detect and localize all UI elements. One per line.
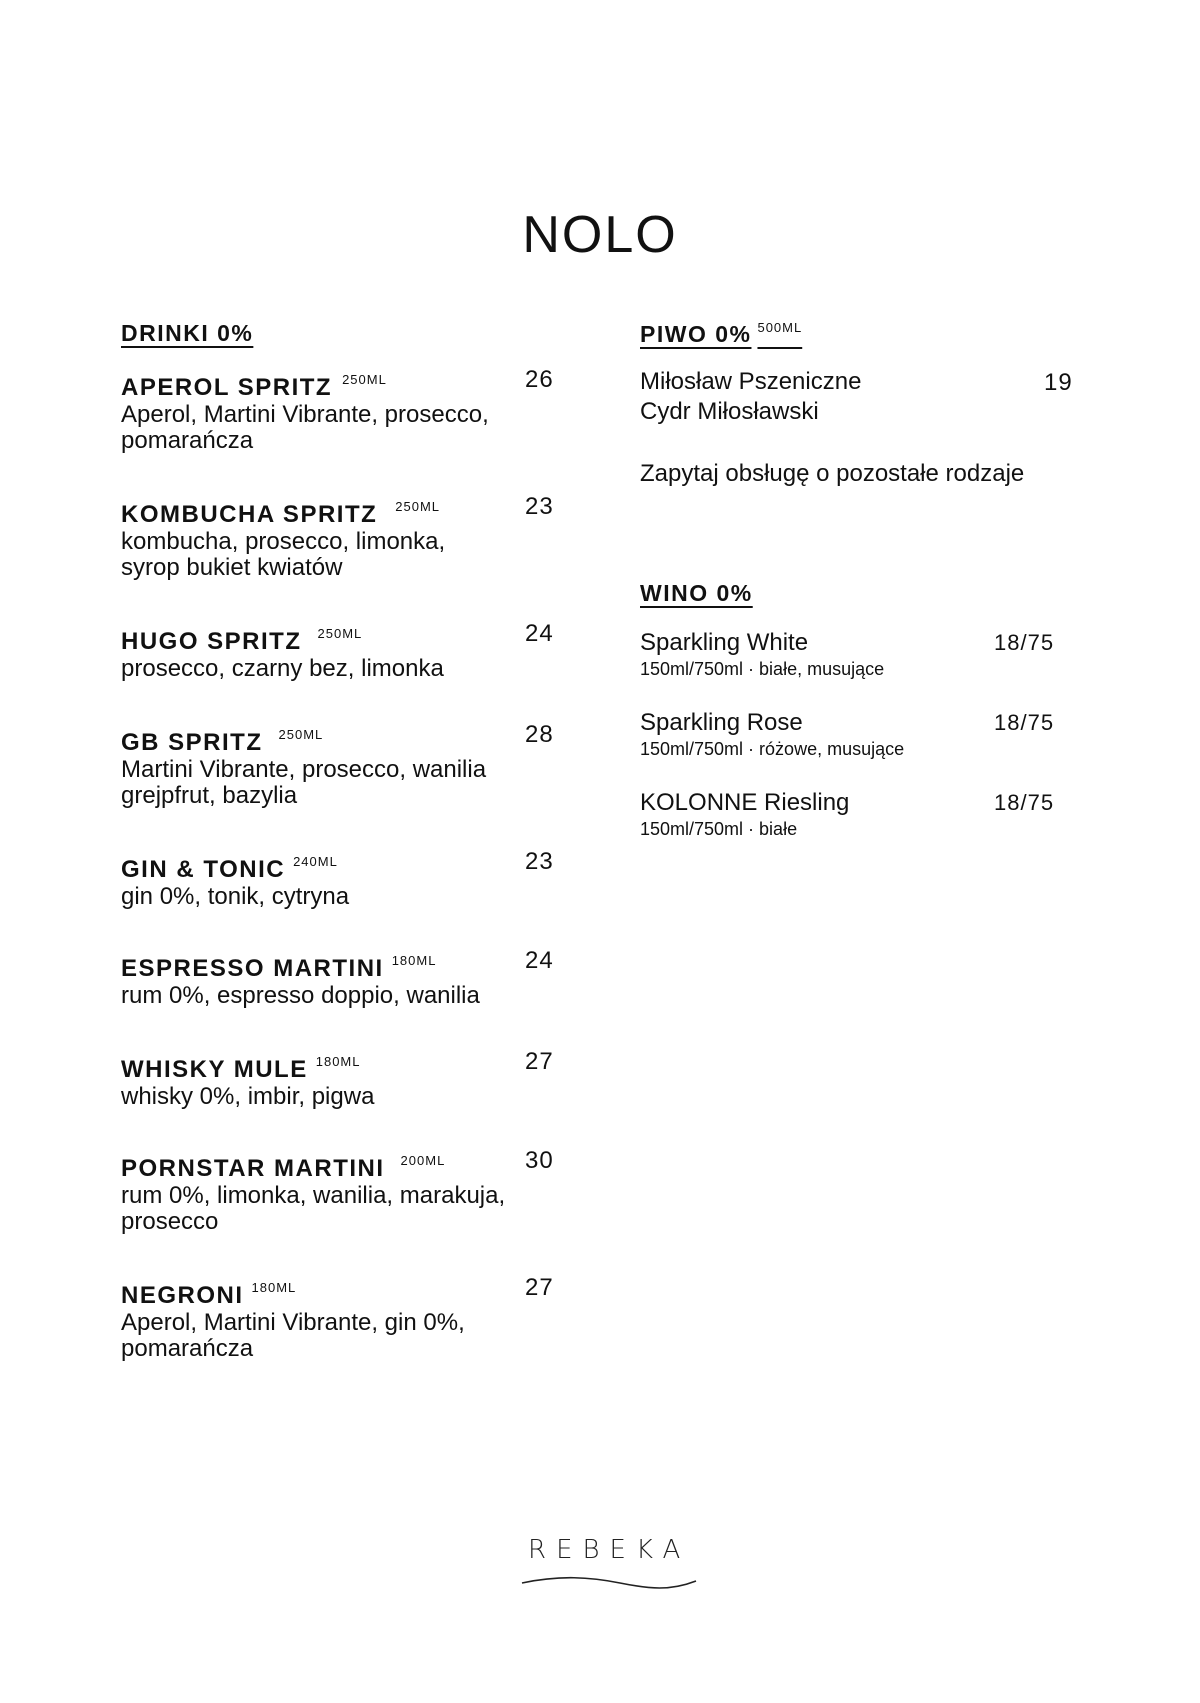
drink-description: whisky 0%, imbir, pigwa	[121, 1083, 375, 1110]
drink-volume: 240ML	[293, 854, 338, 869]
drink-item	[121, 1147, 561, 1235]
wine-item	[640, 788, 1060, 840]
logo-wave-icon	[520, 1535, 700, 1605]
drink-description: Aperol, Martini Vibrante, gin 0%, pomarańcza	[121, 1309, 465, 1362]
drink-price: 26	[525, 366, 554, 393]
wine-name: Sparkling White	[640, 629, 809, 656]
wine-item	[640, 708, 1060, 760]
rebeka-logo	[520, 1535, 700, 1605]
drink-volume: 250ML	[395, 499, 441, 514]
drink-description: prosecco, czarny bez, limonka	[121, 655, 444, 682]
drink-price: 23	[525, 493, 554, 520]
drink-volume: 250ML	[342, 372, 387, 387]
drink-price: 27	[525, 1048, 554, 1075]
wine-name: KOLONNE Riesling	[640, 789, 850, 816]
beer-note: Zapytaj obsługę o pozostałe rodzaje	[640, 460, 1025, 487]
beer-heading: PIWO 0% $^{500ML}$	[640, 320, 803, 347]
drink-description: rum 0%, limonka, wanilia, marakuja, prosecco	[121, 1182, 506, 1235]
drink-item	[121, 947, 561, 1009]
drink-price: 23	[525, 848, 554, 875]
wine-name: Sparkling Rose	[640, 709, 803, 736]
drink-item	[121, 1274, 561, 1362]
drink-item	[121, 493, 561, 581]
drink-name: GB SPRITZ	[121, 729, 263, 756]
drink-price: 27	[525, 1274, 554, 1301]
drink-description: rum 0%, espresso doppio, wanilia	[121, 982, 480, 1009]
drink-name: WHISKY MULE	[121, 1056, 308, 1083]
drink-description: kombucha, prosecco, limonka, syrop bukiet kwiatów	[121, 528, 446, 581]
drinks-heading: DRINKI 0%	[121, 320, 254, 346]
drink-name: APEROL SPRITZ	[121, 374, 333, 401]
beer-item: Miłosław Pszeniczne	[640, 368, 862, 395]
drink-item	[121, 620, 561, 682]
drink-description: gin 0%, tonik, cytryna	[121, 883, 350, 910]
drink-price: 28	[525, 721, 554, 748]
beer-item: Cydr Miłosławski	[640, 398, 819, 425]
page-title: NOLO	[522, 206, 678, 264]
beer-price: 19	[1044, 369, 1073, 396]
drink-price: 30	[525, 1147, 554, 1174]
wine-details: 150ml/750ml · białe	[640, 819, 798, 839]
beer-volume: 500ML	[757, 320, 803, 335]
drink-name: PORNSTAR MARTINI	[121, 1155, 385, 1182]
wine-item	[640, 628, 1060, 680]
wine-price: 18/75	[994, 630, 1055, 655]
drink-name: KOMBUCHA SPRITZ	[121, 501, 378, 528]
drink-volume: 250ML	[278, 727, 324, 742]
drink-volume: 200ML	[400, 1153, 446, 1168]
drink-item	[121, 1048, 561, 1110]
drink-name: NEGRONI	[121, 1282, 244, 1309]
drink-item	[121, 366, 561, 454]
logo-text: REBEKA	[528, 1535, 691, 1565]
drink-description: Martini Vibrante, prosecco, wanilia grejpfrut, bazylia	[121, 756, 487, 809]
wine-price: 18/75	[994, 710, 1055, 735]
drink-description: Aperol, Martini Vibrante, prosecco, pomarańcza	[121, 401, 489, 454]
drink-volume: 180ML	[315, 1054, 361, 1069]
drink-price: 24	[525, 947, 554, 974]
drink-volume: 250ML	[317, 626, 363, 641]
wine-price: 18/75	[994, 790, 1055, 815]
drink-volume: 180ML	[251, 1280, 297, 1295]
drink-name: ESPRESSO MARTINI	[121, 955, 384, 982]
drink-volume: 180ML	[391, 953, 437, 968]
drink-name: HUGO SPRITZ	[121, 628, 302, 655]
drink-price: 24	[525, 620, 554, 647]
drink-item	[121, 848, 561, 910]
wine-details: 150ml/750ml · białe, musujące	[640, 659, 885, 679]
wine-heading: WINO 0%	[640, 580, 753, 606]
drink-name: GIN & TONIC	[121, 856, 286, 883]
drink-item	[121, 721, 561, 809]
wine-details: 150ml/750ml · różowe, musujące	[640, 739, 905, 759]
